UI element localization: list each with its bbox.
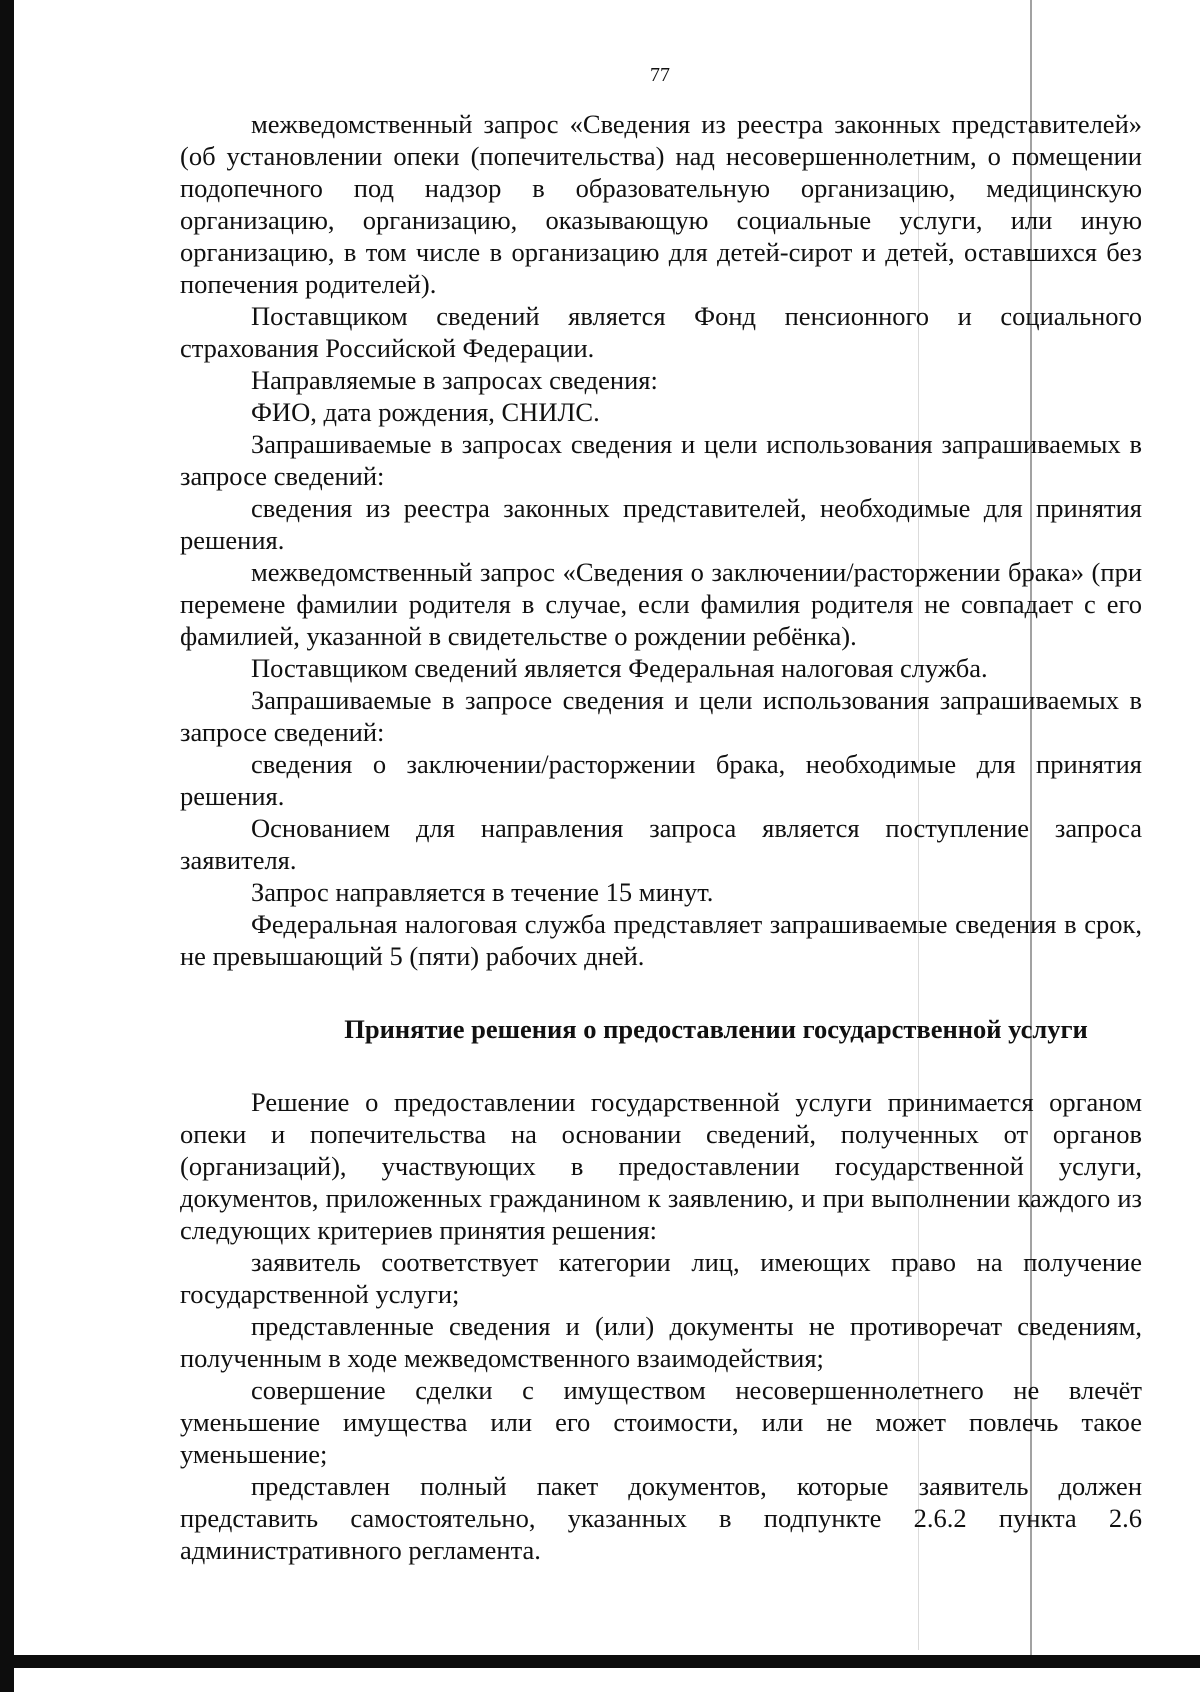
paragraph: Федеральная налоговая служба представляет запрашиваемые сведения в срок, не превышающий 5 (пяти) рабочих дней. (180, 909, 1142, 971)
paragraph: заявитель соответствует категории лиц, имеющих право на получение государственной услуги; (180, 1247, 1142, 1309)
paragraph: Запрос направляется в течение 15 минут. (251, 877, 714, 907)
paragraph: Запрашиваемые в запросах сведения и цели использования запрашиваемых в запросе сведений: (180, 429, 1142, 491)
page-number: 77 (650, 64, 670, 86)
paragraph: ФИО, дата рождения, СНИЛС. (251, 397, 600, 427)
paragraph: представленные сведения и (или) документы не противоречат сведениям, полученным в ходе межведомственного взаимодействия; (180, 1311, 1142, 1373)
section-heading: Принятие решения о предоставлении государственной услуги (344, 1014, 1088, 1044)
document-body (180, 108, 1142, 1566)
scan-bottom-edge (0, 1655, 1200, 1668)
paragraph: межведомственный запрос «Сведения из реестра законных представителей» (об установлении опеки (попечительства) над несовершеннолетним, о помещении подопечного под надзор в образовательную организацию, медицинскую организацию, организацию, оказывающую социальные услуги, или иную организацию, в том числе в организацию для детей-сирот и детей, оставшихся без попечения родителей). (180, 109, 1142, 299)
scan-left-edge (0, 0, 14, 1692)
paragraph: Поставщиком сведений является Фонд пенсионного и социального страхования Российской Федерации. (180, 301, 1142, 363)
paragraph: Решение о предоставлении государственной услуги принимается органом опеки и попечительства на основании сведений, полученных от органов (организаций), участвующих в предоставлении государственной услуги, документов, приложенных гражданином к заявлению, и при выполнении каждого из следующих критериев принятия решения: (180, 1087, 1142, 1245)
paragraph: Запрашиваемые в запросе сведения и цели использования запрашиваемых в запросе сведений: (180, 685, 1142, 747)
paragraph: Основанием для направления запроса является поступление запроса заявителя. (180, 813, 1142, 875)
paragraph: представлен полный пакет документов, которые заявитель должен представить самостоятельно, указанных в подпункте 2.6.2 пункта 2.6 административного регламента. (180, 1471, 1142, 1565)
paragraph: Направляемые в запросах сведения: (251, 365, 658, 395)
paragraph: сведения из реестра законных представителей, необходимые для принятия решения. (180, 493, 1142, 555)
paragraph: межведомственный запрос «Сведения о заключении/расторжении брака» (при перемене фамилии родителя в случае, если фамилия родителя не совпадает с его фамилией, указанной в свидетельстве о рождении ребёнка). (180, 557, 1142, 651)
paragraph: сведения о заключении/расторжении брака, необходимые для принятия решения. (180, 749, 1142, 811)
paragraph: совершение сделки с имуществом несовершеннолетнего не влечёт уменьшение имущества или его стоимости, или не может повлечь такое уменьшение; (180, 1375, 1142, 1469)
paragraph: Поставщиком сведений является Федеральная налоговая служба. (251, 653, 988, 683)
